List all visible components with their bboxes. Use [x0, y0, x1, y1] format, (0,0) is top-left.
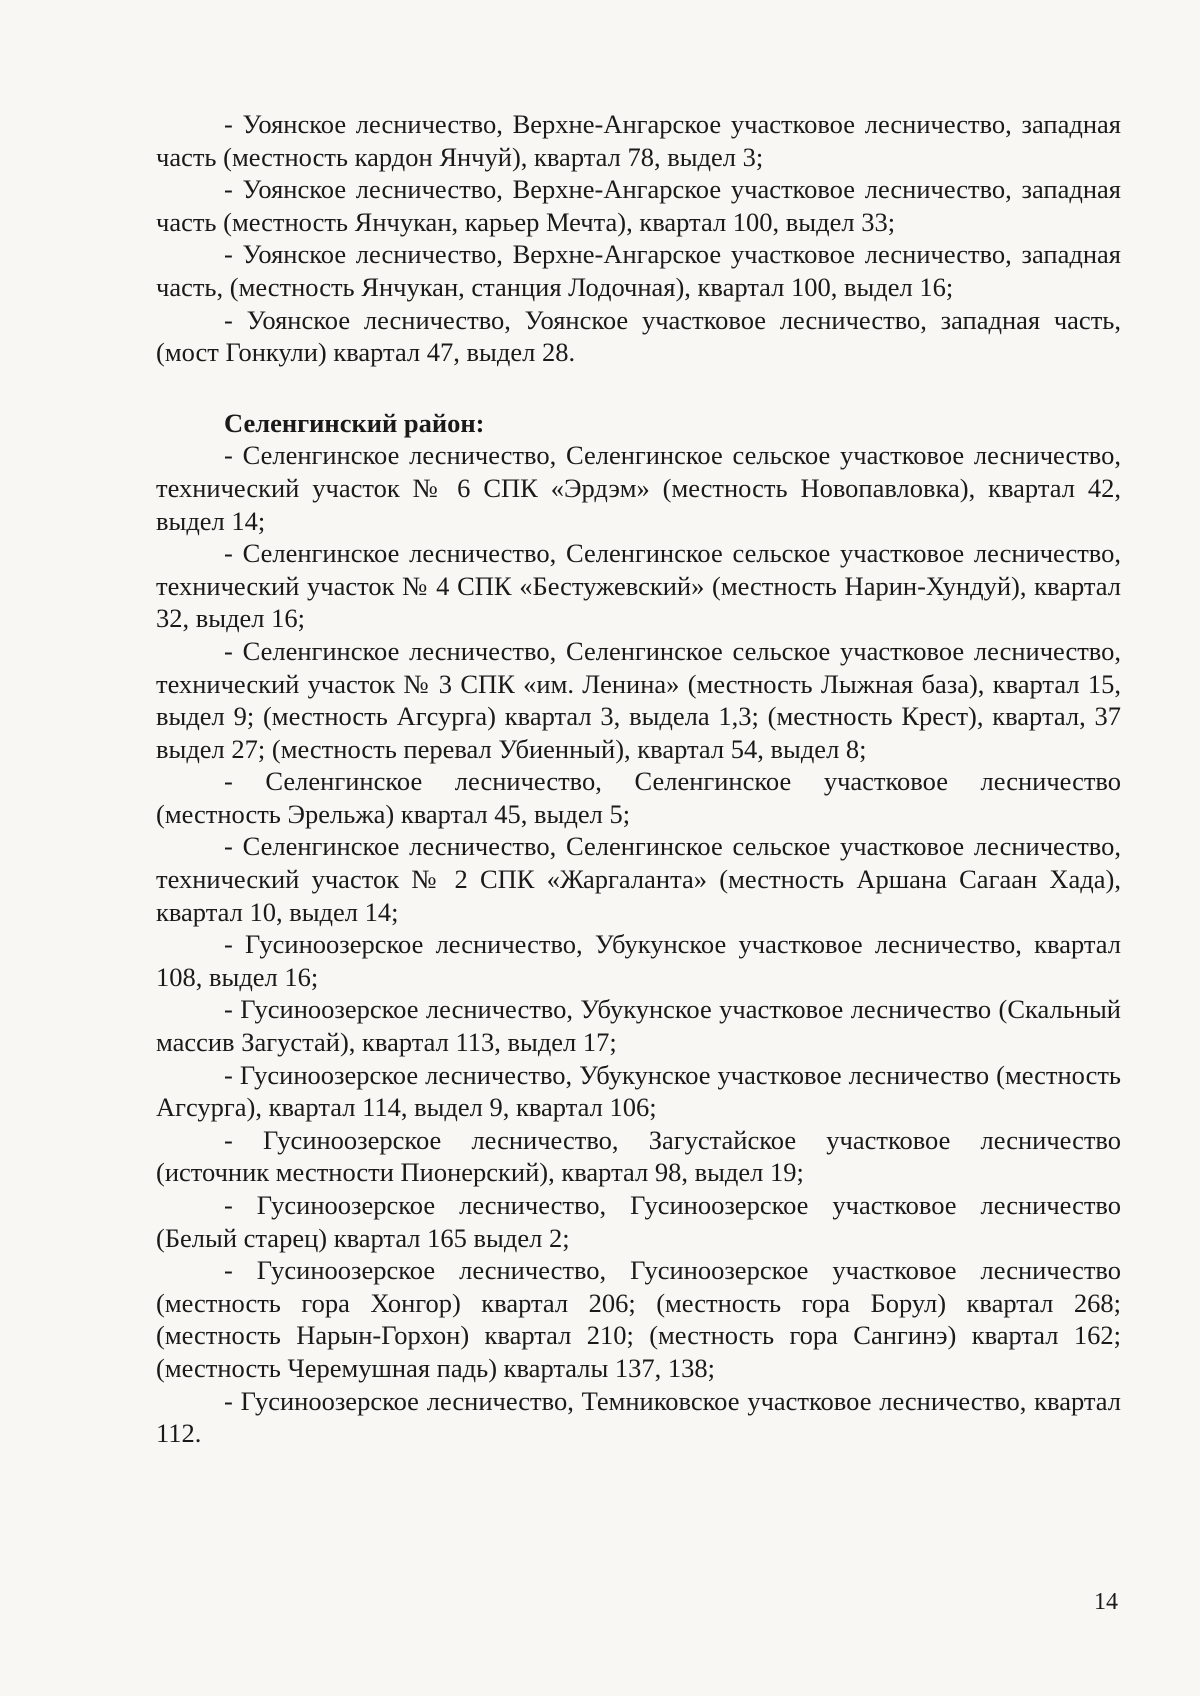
paragraph-selenga-3: - Селенгинское лесничество, Селенгинское сельское участковое лесничество, технический участок № 3 СПК «им. Ленина» (местность Лыжная база), квартал 15, выдел 9; (местность Агсурга) квартал 3, выдела 1,3; (местность Крест), квартал, 37 выдел 27; (местность перевал Убиенный), квартал 54, выдел 8;: [156, 635, 1121, 764]
page-content: [156, 108, 1121, 1450]
section-heading: Селенгинский район:: [224, 407, 485, 438]
paragraph-gusinoozersk-6: - Гусиноозерское лесничество, Гусиноозерское участковое лесничество (местность гора Хонгор) квартал 206; (местность гора Борул) квартал 268; (местность Нарын-Горхон) квартал 210; (местность гора Сангинэ) квартал 162; (местность Черемушная падь) кварталы 137, 138;: [156, 1255, 1121, 1383]
paragraph-gusinoozersk-2: - Гусиноозерское лесничество, Убукунское участковое лесничество (Скальный массив Загустай), квартал 113, выдел 17;: [156, 994, 1121, 1058]
paragraph-selenga-5: - Селенгинское лесничество, Селенгинское сельское участковое лесничество, технический участок № 2 СПК «Жаргаланта» (местность Аршана Сагаан Хада), квартал 10, выдел 14;: [156, 831, 1121, 927]
page-number: 14: [1094, 1589, 1118, 1615]
paragraph-selenga-2: - Селенгинское лесничество, Селенгинское сельское участковое лесничество, технический участок № 4 СПК «Бестужевский» (местность Нарин-Хундуй), квартал 32, выдел 16;: [156, 538, 1121, 634]
paragraph-uoyan-2: - Уоянское лесничество, Верхне-Ангарское участковое лесничество, западная часть (местность Янчукан, карьер Мечта), квартал 100, выдел 33;: [156, 174, 1121, 237]
paragraph-uoyan-1: - Уоянское лесничество, Верхне-Ангарское участковое лесничество, западная часть (местность кардон Янчуй), квартал 78, выдел 3;: [156, 109, 1121, 172]
paragraph-gusinoozersk-3: - Гусиноозерское лесничество, Убукунское участковое лесничество (местность Агсурга), квартал 114, выдел 9, квартал 106;: [156, 1059, 1121, 1123]
paragraph-selenga-1: - Селенгинское лесничество, Селенгинское сельское участковое лесничество, технический участок № 6 СПК «Эрдэм» (местность Новопавловка), квартал 42, выдел 14;: [156, 440, 1121, 536]
paragraph-uoyan-3: - Уоянское лесничество, Верхне-Ангарское участковое лесничество, западная часть, (местность Янчукан, станция Лодочная), квартал 100, выдел 16;: [156, 239, 1121, 302]
paragraph-gusinoozersk-5: - Гусиноозерское лесничество, Гусиноозерское участковое лесничество (Белый старец) квартал 165 выдел 2;: [156, 1190, 1121, 1253]
paragraph-gusinoozersk-4: - Гусиноозерское лесничество, Загустайское участковое лесничество (источник местности Пионерский), квартал 98, выдел 19;: [156, 1124, 1121, 1188]
paragraph-gusinoozersk-1: - Гусиноозерское лесничество, Убукунское участковое лесничество, квартал 108, выдел 16;: [156, 929, 1121, 992]
paragraph-uoyan-4: - Уоянское лесничество, Уоянское участковое лесничество, западная часть, (мост Гонкули) квартал 47, выдел 28.: [156, 304, 1121, 368]
paragraph-selenga-4: - Селенгинское лесничество, Селенгинское участковое лесничество (местность Эрельжа) квартал 45, выдел 5;: [156, 766, 1121, 829]
section-spacer: [156, 369, 1121, 407]
paragraph-gusinoozersk-7: - Гусиноозерское лесничество, Темниковское участковое лесничество, квартал 112.: [156, 1385, 1121, 1449]
